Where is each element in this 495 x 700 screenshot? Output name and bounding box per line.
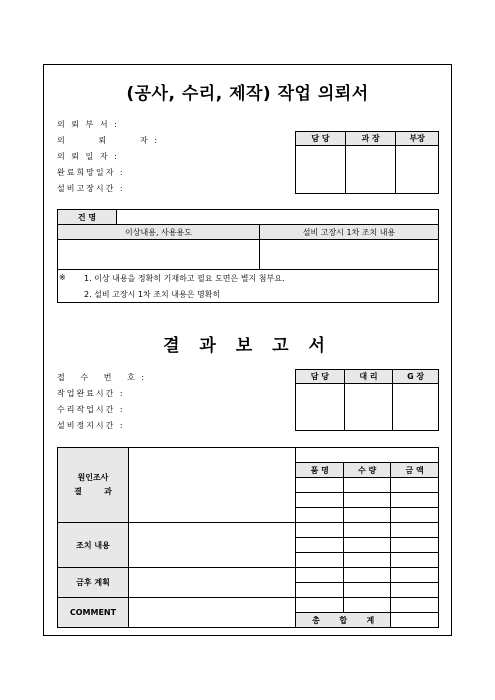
- parts-cell[interactable]: [391, 598, 439, 613]
- parts-cell[interactable]: [344, 523, 391, 538]
- approval-header-manager: 과 장: [346, 132, 396, 146]
- report-approval-header-assistant: 대 리: [344, 370, 393, 384]
- parts-cell[interactable]: [344, 598, 391, 613]
- parts-cell[interactable]: [296, 598, 344, 613]
- field-receipt-number: 접 수 번 호 :: [57, 373, 147, 382]
- total-label: 총 합 계: [296, 613, 391, 628]
- report-approval-sign-staff[interactable]: [296, 384, 345, 431]
- report-approval-sign-gjang[interactable]: [393, 384, 439, 431]
- column-first-action: 설비 고장시 1차 조치 내용: [260, 225, 439, 240]
- approval-sign-manager[interactable]: [346, 146, 396, 194]
- note-mark: ※: [59, 273, 66, 282]
- parts-cell[interactable]: [344, 553, 391, 568]
- parts-cell[interactable]: [296, 493, 344, 508]
- anomaly-usage-cell[interactable]: [58, 240, 260, 270]
- action-content-cell[interactable]: [128, 523, 295, 568]
- action-label: 조치 내용: [58, 523, 129, 568]
- parts-cell[interactable]: [296, 523, 344, 538]
- parts-cell[interactable]: [296, 568, 344, 583]
- note-line-2: 2. 설비 고장시 1차 조치 내용은 명확히: [84, 290, 221, 299]
- report-result-table: [57, 447, 439, 628]
- first-action-cell[interactable]: [260, 240, 439, 270]
- parts-cell[interactable]: [344, 508, 391, 523]
- cause-content-cell[interactable]: [128, 448, 295, 523]
- column-anomaly-usage: 이상내용, 사용용도: [58, 225, 260, 240]
- field-request-dept: 의 뢰 부 서 :: [57, 120, 119, 129]
- parts-cell[interactable]: [344, 538, 391, 553]
- document-frame: [43, 64, 452, 636]
- field-request-date: 의 뢰 일 자 :: [57, 152, 119, 161]
- field-work-complete-time: 작업완료시간 :: [57, 389, 125, 398]
- note-line-1: 1. 이상 내용을 정확히 기재하고 필요 도면은 별지 첨부요.: [84, 274, 285, 283]
- parts-cell[interactable]: [391, 493, 439, 508]
- parts-cell[interactable]: [344, 568, 391, 583]
- parts-cell[interactable]: [296, 538, 344, 553]
- item-name-label: 건 명: [58, 210, 117, 225]
- parts-cell[interactable]: [344, 493, 391, 508]
- field-repair-work-time: 수리작업시간 :: [57, 405, 125, 414]
- report-approval-header-staff: 담 당: [296, 370, 345, 384]
- plan-label: 금후 계획: [58, 568, 129, 598]
- cause-label-line-2: 결 과: [74, 487, 112, 496]
- parts-top-blank: [296, 448, 439, 463]
- field-requester: 의 뢰 자 :: [57, 136, 160, 145]
- report-approval-table: [295, 369, 439, 431]
- parts-cell[interactable]: [391, 553, 439, 568]
- notes-cell: [58, 270, 439, 303]
- item-name-cell[interactable]: [117, 210, 439, 225]
- comment-content-cell[interactable]: [128, 598, 295, 628]
- total-amount-cell[interactable]: [391, 613, 439, 628]
- report-approval-header-gjang: G 장: [393, 370, 439, 384]
- parts-cell[interactable]: [391, 523, 439, 538]
- parts-cell[interactable]: [391, 583, 439, 598]
- field-equipment-stop-time: 설비정지시간 :: [57, 421, 125, 430]
- cause-label-line-1: 원인조사: [77, 473, 109, 482]
- parts-cell[interactable]: [344, 583, 391, 598]
- cause-label: [58, 448, 129, 523]
- parts-header-name: 품 명: [296, 463, 344, 478]
- parts-cell[interactable]: [296, 478, 344, 493]
- plan-content-cell[interactable]: [128, 568, 295, 598]
- field-failure-time: 설비고장시간 :: [57, 184, 125, 193]
- comment-label: COMMENT: [58, 598, 129, 628]
- approval-sign-staff[interactable]: [296, 146, 346, 194]
- parts-cell[interactable]: [344, 478, 391, 493]
- approval-header-staff: 담 당: [296, 132, 346, 146]
- approval-sign-director[interactable]: [396, 146, 439, 194]
- request-title: (공사, 수리, 제작) 작업 의뢰서: [126, 84, 369, 104]
- parts-header-qty: 수 량: [344, 463, 391, 478]
- request-detail-table: [57, 209, 439, 303]
- parts-cell[interactable]: [296, 553, 344, 568]
- report-approval-sign-assistant[interactable]: [344, 384, 393, 431]
- parts-header-amount: 금 액: [391, 463, 439, 478]
- parts-cell[interactable]: [296, 583, 344, 598]
- field-desired-completion: 완료희망일자 :: [57, 168, 125, 177]
- parts-cell[interactable]: [391, 568, 439, 583]
- approval-header-director: 부장: [396, 132, 439, 146]
- parts-cell[interactable]: [391, 508, 439, 523]
- parts-cell[interactable]: [296, 508, 344, 523]
- parts-cell[interactable]: [391, 478, 439, 493]
- report-title: 결 과 보 고 서: [163, 336, 332, 356]
- parts-cell[interactable]: [391, 538, 439, 553]
- request-approval-table: [295, 131, 439, 194]
